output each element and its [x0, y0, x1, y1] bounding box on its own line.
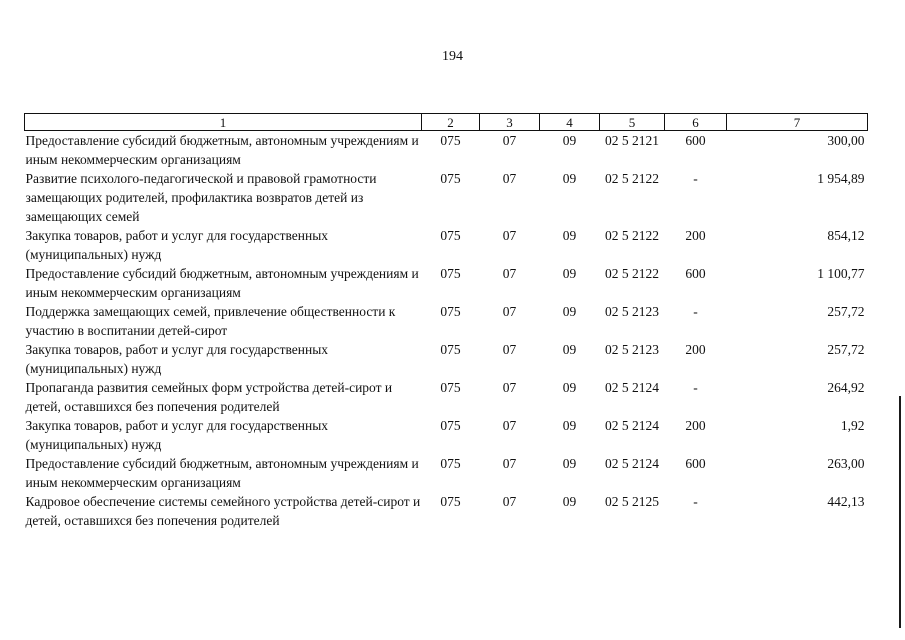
cell-amount: 1 954,89 — [817, 171, 865, 186]
cell-amount: 1,92 — [840, 418, 865, 433]
cell-col-5: 02 5 2122 — [605, 171, 659, 186]
row-name: Закупка товаров, работ и услуг для государственных (муниципальных) нужд — [25, 418, 329, 452]
cell-col-5: 02 5 2121 — [605, 133, 659, 148]
cell-col-3: 07 — [502, 133, 517, 148]
cell-col-4: 09 — [562, 342, 577, 357]
table-row — [25, 416, 868, 454]
table-header-row — [25, 114, 868, 131]
budget-table — [24, 113, 868, 530]
cell-amount: 1 100,77 — [817, 266, 865, 281]
cell-col-5: 02 5 2122 — [605, 228, 659, 243]
column-header: 2 — [422, 114, 480, 131]
cell-col-6: 600 — [685, 266, 706, 281]
row-name: Развитие психолого-педагогической и правовой грамотности замещающих родителей, профилактика возвратов детей из замещающих семей — [25, 171, 377, 224]
cell-col-4: 09 — [562, 228, 577, 243]
table-row — [25, 492, 868, 530]
cell-col-3: 07 — [502, 494, 517, 509]
column-header: 3 — [480, 114, 540, 131]
cell-col-6: - — [693, 304, 698, 319]
row-name: Пропаганда развития семейных форм устройства детей-сирот и детей, оставшихся без попечения родителей — [25, 380, 393, 414]
column-header: 7 — [727, 114, 868, 131]
cell-col-2: 075 — [440, 380, 461, 395]
cell-amount: 442,13 — [827, 494, 865, 509]
cell-col-4: 09 — [562, 456, 577, 471]
row-name: Предоставление субсидий бюджетным, автономным учреждениям и иным некоммерческим организациям — [25, 456, 419, 490]
cell-col-2: 075 — [440, 228, 461, 243]
cell-col-6: - — [693, 494, 698, 509]
row-name: Предоставление субсидий бюджетным, автономным учреждениям и иным некоммерческим организациям — [25, 133, 419, 167]
cell-col-6: - — [693, 380, 698, 395]
table-row — [25, 226, 868, 264]
cell-col-2: 075 — [440, 456, 461, 471]
cell-col-6: - — [693, 171, 698, 186]
cell-col-5: 02 5 2125 — [605, 494, 659, 509]
cell-col-6: 200 — [685, 342, 706, 357]
cell-col-3: 07 — [502, 456, 517, 471]
row-name: Закупка товаров, работ и услуг для государственных (муниципальных) нужд — [25, 228, 329, 262]
column-header: 1 — [25, 114, 422, 131]
table-row — [25, 454, 868, 492]
row-name: Поддержка замещающих семей, привлечение общественности к участию в воспитании детей-сирот — [25, 304, 396, 338]
cell-col-2: 075 — [440, 342, 461, 357]
table-row — [25, 340, 868, 378]
cell-col-4: 09 — [562, 380, 577, 395]
cell-col-6: 600 — [685, 133, 706, 148]
page-number: 194 — [442, 49, 463, 64]
cell-col-6: 600 — [685, 456, 706, 471]
cell-col-5: 02 5 2123 — [605, 342, 659, 357]
cell-col-5: 02 5 2122 — [605, 266, 659, 281]
cell-col-3: 07 — [502, 418, 517, 433]
table-row — [25, 302, 868, 340]
cell-amount: 257,72 — [827, 304, 865, 319]
cell-amount: 264,92 — [827, 380, 865, 395]
cell-col-3: 07 — [502, 171, 517, 186]
column-header: 4 — [540, 114, 600, 131]
cell-col-3: 07 — [502, 228, 517, 243]
column-header: 5 — [600, 114, 665, 131]
cell-col-4: 09 — [562, 418, 577, 433]
cell-col-4: 09 — [562, 171, 577, 186]
table-row — [25, 169, 868, 226]
row-name: Закупка товаров, работ и услуг для государственных (муниципальных) нужд — [25, 342, 329, 376]
cell-col-5: 02 5 2124 — [605, 380, 659, 395]
cell-col-5: 02 5 2124 — [605, 456, 659, 471]
cell-col-4: 09 — [562, 494, 577, 509]
cell-col-4: 09 — [562, 133, 577, 148]
cell-col-5: 02 5 2124 — [605, 418, 659, 433]
table-row — [25, 378, 868, 416]
cell-col-2: 075 — [440, 171, 461, 186]
cell-col-3: 07 — [502, 342, 517, 357]
cell-col-4: 09 — [562, 266, 577, 281]
cell-col-3: 07 — [502, 266, 517, 281]
cell-amount: 854,12 — [827, 228, 865, 243]
row-name: Кадровое обеспечение системы семейного устройства детей-сирот и детей, оставшихся без попечения родителей — [25, 494, 421, 528]
cell-col-2: 075 — [440, 266, 461, 281]
cell-col-2: 075 — [440, 418, 461, 433]
cell-amount: 257,72 — [827, 342, 865, 357]
table-row — [25, 131, 868, 170]
cell-col-2: 075 — [440, 304, 461, 319]
cell-col-6: 200 — [685, 228, 706, 243]
cell-col-6: 200 — [685, 418, 706, 433]
cell-col-3: 07 — [502, 380, 517, 395]
cell-col-5: 02 5 2123 — [605, 304, 659, 319]
cell-col-4: 09 — [562, 304, 577, 319]
row-name: Предоставление субсидий бюджетным, автономным учреждениям и иным некоммерческим организациям — [25, 266, 419, 300]
table-row — [25, 264, 868, 302]
scan-edge-line — [899, 396, 901, 628]
cell-col-3: 07 — [502, 304, 517, 319]
cell-col-2: 075 — [440, 133, 461, 148]
column-header: 6 — [665, 114, 727, 131]
cell-amount: 300,00 — [827, 133, 865, 148]
cell-amount: 263,00 — [827, 456, 865, 471]
cell-col-2: 075 — [440, 494, 461, 509]
